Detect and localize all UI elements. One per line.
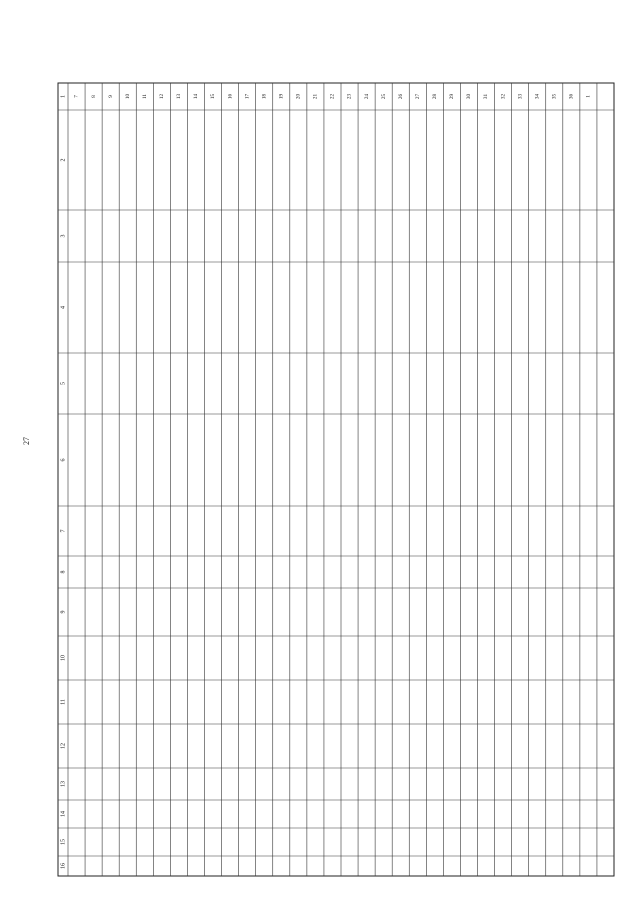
table-cell-index: 10 — [124, 93, 131, 100]
table-cell-index: 18 — [261, 93, 268, 100]
column-header: 6 — [60, 458, 67, 462]
table-cell-index: 9 — [107, 95, 114, 98]
table-cell-index: 34 — [534, 93, 541, 100]
table-cell-index: 28 — [432, 93, 439, 100]
column-header: 1 — [60, 95, 67, 98]
table-cell-index: 26 — [397, 93, 404, 100]
table-cell-index: 19 — [278, 93, 285, 100]
column-header: 14 — [60, 811, 67, 817]
table-cell-index: 17 — [244, 93, 251, 100]
table-cell-index: 15 — [210, 93, 217, 100]
table-cell-index: 33 — [517, 93, 524, 100]
column-header: 16 — [60, 863, 67, 869]
table-cell-index: 36 — [568, 93, 575, 100]
column-header: 4 — [60, 306, 67, 309]
column-header: 13 — [60, 781, 67, 787]
table-cell-index: 31 — [483, 93, 490, 100]
column-header: 7 — [60, 529, 67, 533]
table-cell-index: 25 — [380, 93, 387, 100]
column-header: 8 — [60, 570, 67, 574]
table-cell-index: 21 — [312, 93, 319, 100]
table-cell-index: 13 — [176, 93, 183, 100]
table-cell-index: 23 — [346, 93, 353, 100]
page-number: 27 — [22, 437, 31, 445]
table-cell-index: 35 — [551, 93, 558, 100]
column-header: 2 — [60, 158, 67, 162]
table-cell-index: 11 — [141, 94, 148, 99]
table-cell-index: 1 — [585, 95, 592, 98]
table-cell-index: 20 — [295, 93, 302, 100]
column-header: 10 — [60, 655, 67, 661]
table-cell-index: 22 — [329, 93, 336, 100]
table-cell-index: 16 — [227, 93, 234, 100]
column-header: 11 — [60, 699, 67, 705]
table-cell-index: 27 — [414, 93, 421, 100]
table-cell-index: 14 — [193, 93, 200, 100]
column-header: 5 — [60, 382, 67, 385]
table-cell-index: 29 — [449, 93, 456, 100]
table-cell-index: 7 — [73, 95, 80, 98]
table-cell-index: 30 — [466, 93, 473, 100]
column-header: 15 — [60, 839, 67, 845]
table-cell-index: 8 — [90, 95, 97, 98]
table-cell-index: 12 — [159, 93, 166, 100]
column-header: 9 — [60, 610, 67, 614]
column-header: 3 — [60, 234, 67, 238]
table-cell-index: 24 — [363, 93, 370, 100]
table-cell-index: 32 — [500, 93, 507, 100]
table-frame — [58, 83, 614, 876]
column-header: 12 — [60, 743, 67, 749]
